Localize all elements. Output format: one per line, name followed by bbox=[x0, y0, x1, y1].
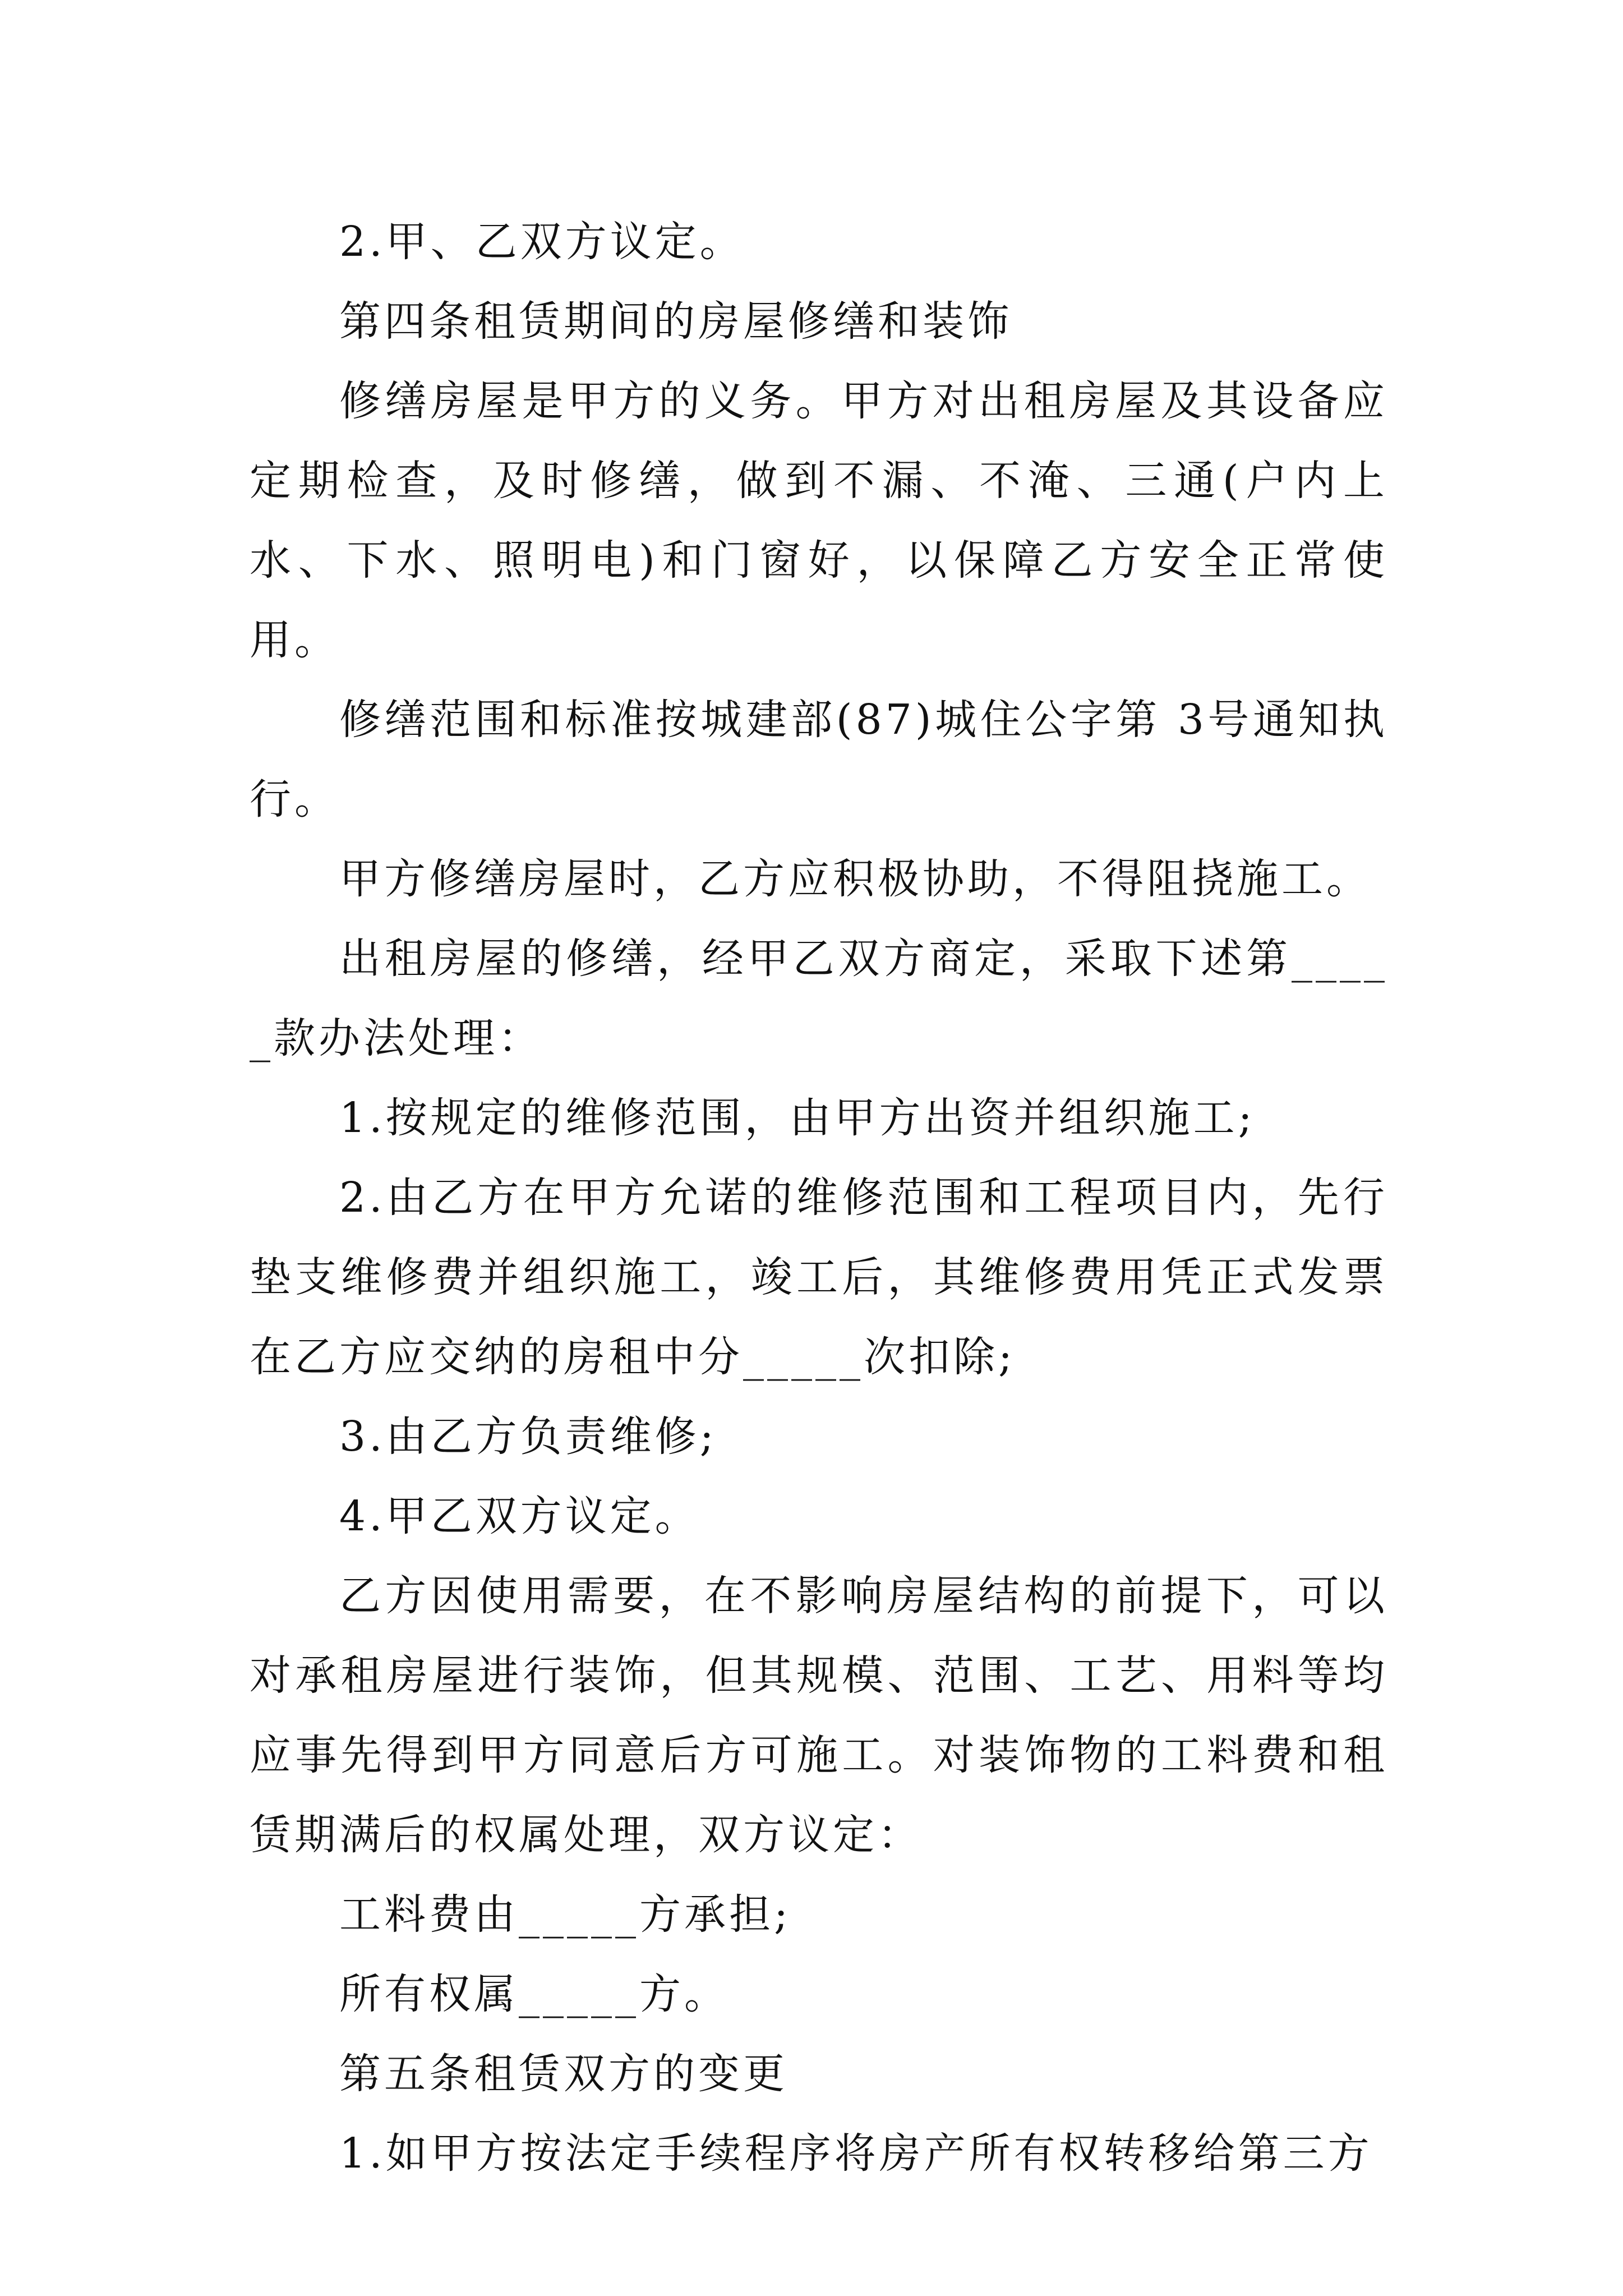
paragraph-method-3: 3.由乙方负责维修; bbox=[339, 1412, 717, 1461]
paragraph-method-4: 4.甲乙双方议定。 bbox=[339, 1492, 700, 1540]
paragraph-method-1: 1.按规定的维修范围，由甲方出资并组织施工; bbox=[339, 1094, 1256, 1142]
paragraph-clause-3-item-2: 2.甲、乙双方议定。 bbox=[339, 218, 745, 266]
paragraph-material-cost: 工料费由_____方承担; bbox=[339, 1890, 791, 1939]
document-body bbox=[250, 202, 1388, 2193]
paragraph-decoration: 乙方因使用需要，在不影响房屋结构的前提下，可以对承租房屋进行装饰，但其规模、范围、工艺、用料等均应事先得到甲方同意后方可施工。对装饰物的工料费和租赁期满后的权属处理，双方议定： bbox=[250, 1572, 1388, 1859]
paragraph-ownership: 所有权属_____方。 bbox=[339, 1970, 729, 2018]
paragraph-repair-method: 出租房屋的修缮，经甲乙双方商定，采取下述第_____款办法处理： bbox=[250, 935, 1388, 1062]
heading-article-4: 第四条租赁期间的房屋修缮和装饰 bbox=[339, 297, 1012, 346]
paragraph-method-2: 2.由乙方在甲方允诺的维修范围和工程项目内，先行垫支维修费并组织施工，竣工后，其维修费用凭正式发票在乙方应交纳的房租中分_____次扣除; bbox=[250, 1174, 1388, 1381]
paragraph-change-1: 1.如甲方按法定手续程序将房产所有权转移给第三方 bbox=[339, 2129, 1373, 2178]
paragraph-cooperation: 甲方修缮房屋时，乙方应积极协助，不得阻挠施工。 bbox=[339, 855, 1371, 903]
paragraph-repair-duty: 修缮房屋是甲方的义务。甲方对出租房屋及其设备应定期检查，及时修缮，做到不漏、不淹、三通(户内上水、下水、照明电)和门窗好，以保障乙方安全正常使用。 bbox=[250, 377, 1388, 664]
paragraph-repair-standard: 修缮范围和标准按城建部(87)城住公字第 3号通知执行。 bbox=[250, 696, 1388, 823]
heading-article-5: 第五条租赁双方的变更 bbox=[339, 2050, 788, 2098]
